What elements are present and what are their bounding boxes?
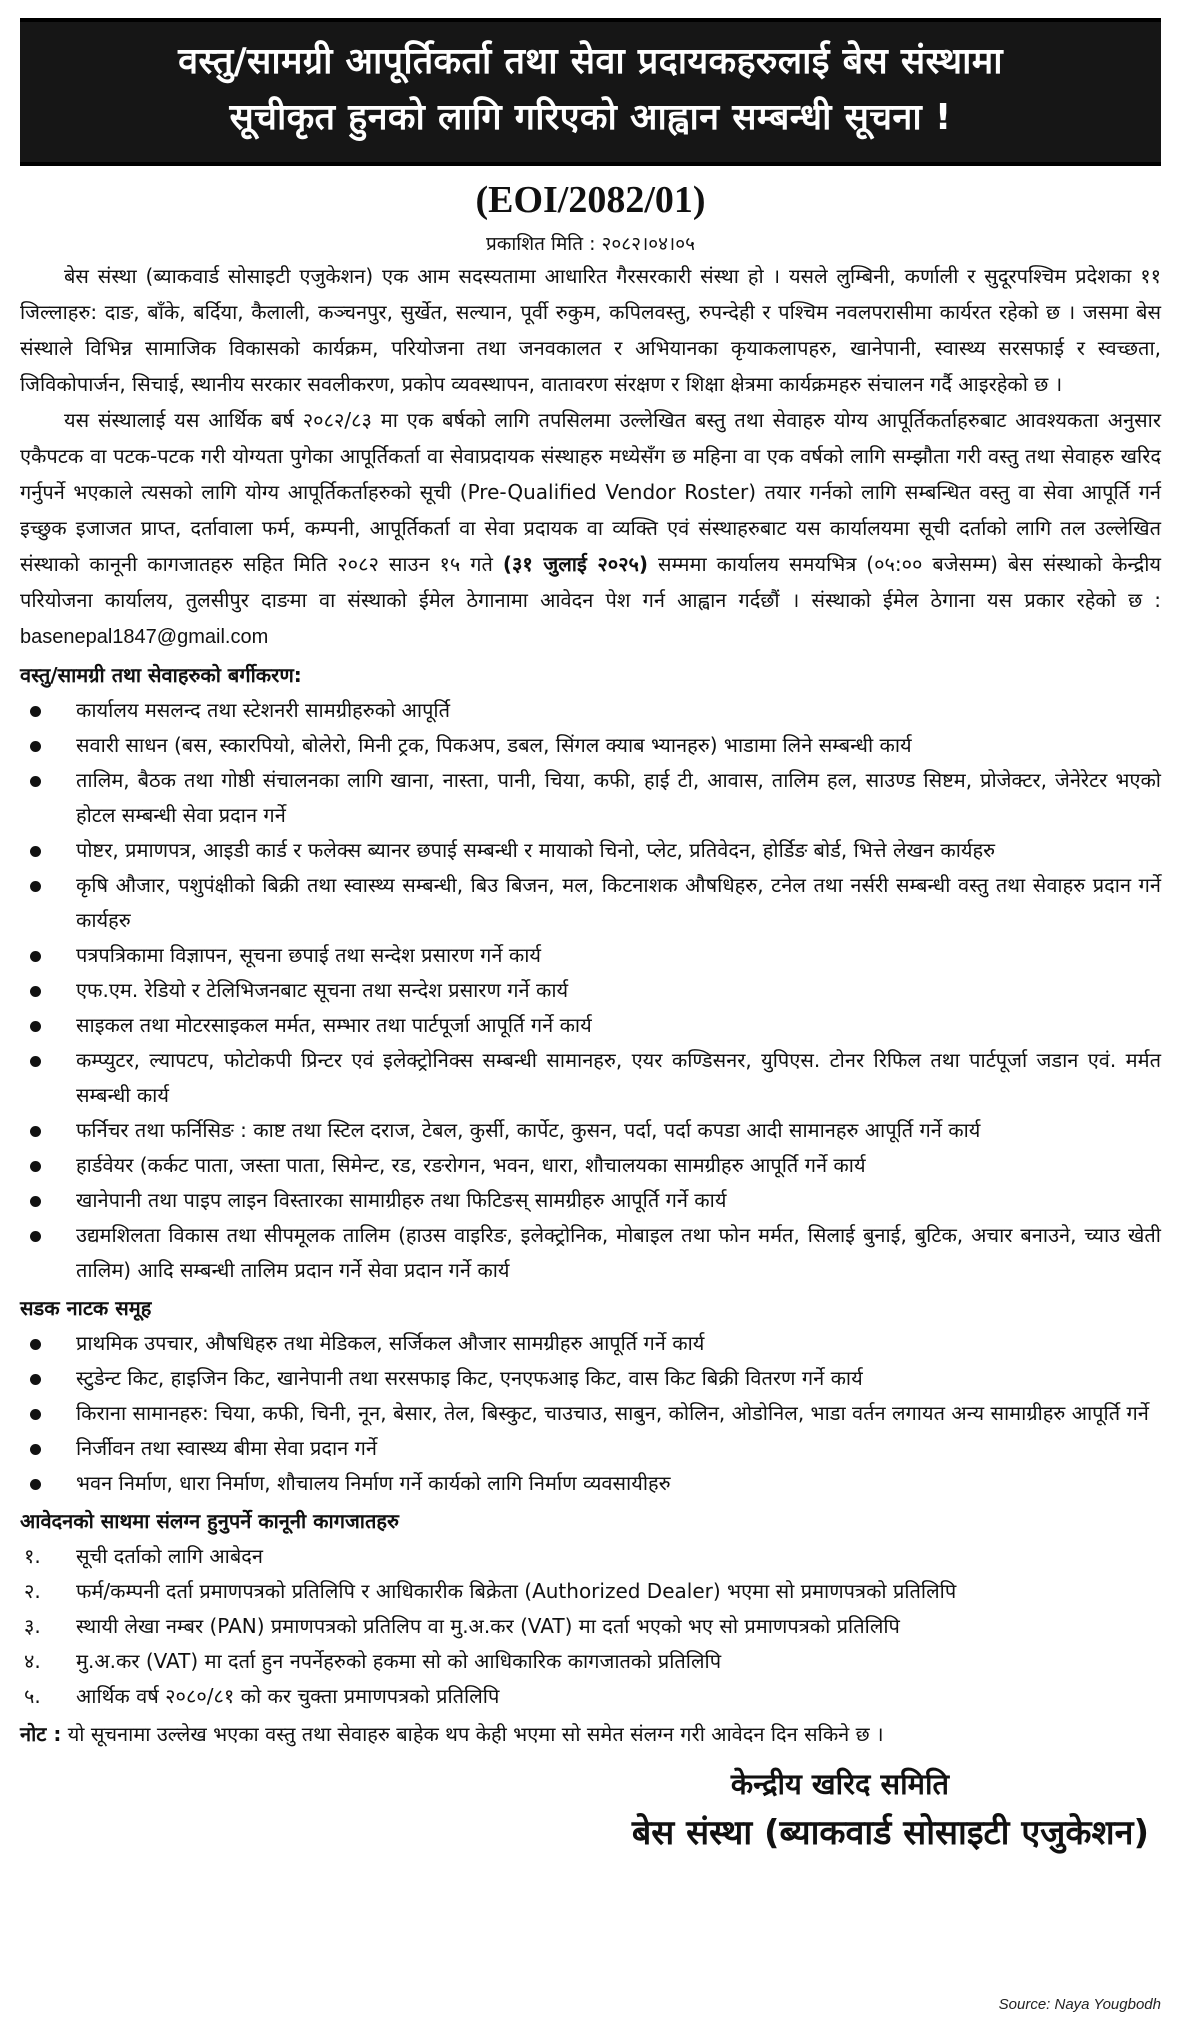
- street-drama-list: [20, 1326, 1161, 1501]
- street-drama-item: [20, 1396, 1161, 1431]
- notice-page: [20, 18, 1161, 2013]
- classification-item-text: पोष्टर, प्रमाणपत्र, आइडी कार्ड र फलेक्स ब्यानर छपाई सम्बन्धी र मायाको चिनो, प्लेट, प्रतिवेदन, होर्डिङ बोर्ड, भित्ते लेखन कार्यहरु: [76, 838, 996, 862]
- classification-item: [20, 728, 1161, 763]
- documents-list: [20, 1539, 1161, 1714]
- published-date-line: [20, 230, 1161, 258]
- notice-title-line-2: सूचीकृत हुनको लागि गरिएको आह्वान सम्बन्धी सूचना !: [229, 97, 952, 138]
- classification-item-text: एफ.एम. रेडियो र टेलिभिजनबाट सूचना तथा सन्देश प्रसारण गर्ने कार्य: [76, 978, 569, 1002]
- classification-item: [20, 693, 1161, 728]
- street-drama-item-text: भवन निर्माण, धारा निर्माण, शौचालय निर्माण गर्ने कार्यको लागि निर्माण व्यवसायीहरु: [76, 1471, 671, 1495]
- main-paragraph-part-1: यस संस्थालाई यस आर्थिक बर्ष २०८२/८३ मा एक बर्षको लागि तपसिलमा उल्लेखित बस्तु तथा सेवाहरु योग्य आपूर्तिकर्ताहरुबाट आवश्यकता अनुसार एकैपटक वा पटक-पटक गरी योग्यता पुगेका आपूर्तिकर्ता वा सेवाप्रदायक संस्थाहरु मध्येसँग छ महिना वा एक वर्षको लागि सम्झौता गरी वस्तु तथा सेवाहरु खरिद गर्नुपर्ने भएकाले त्यसको लागि योग्य आपूर्तिकर्ताहरुको सूची (Pre-Qualified Vendor Roster) तयार गर्नको लागि सम्बन्धित वस्तु वा सेवा आपूर्ति गर्न इच्छुक इजाजत प्राप्त, दर्तावाला फर्म, कम्पनी, आपूर्तिकर्ता वा सेवा प्रदायक वा व्यक्ति एवं संस्थाहरुबाट यस कार्यालयमा सूची दर्ताको लागि तल उल्लेखित संस्थाको कानूनी कागजातहरु सहित मिति २०८२ साउन १५ गते: [20, 408, 1161, 576]
- classification-item: [20, 833, 1161, 868]
- street-drama-item-text: स्टुडेन्ट किट, हाइजिन किट, खानेपानी तथा सरसफाइ किट, एनएफआइ किट, वास किट बिक्री वितरण गर्ने कार्य: [76, 1366, 863, 1390]
- bullet-icon: [30, 1196, 41, 1207]
- deadline-date: (३१ जुलाई २०२५): [502, 552, 649, 576]
- bullet-icon: [30, 706, 41, 717]
- classification-item-text: कम्प्युटर, ल्यापटप, फोटोकपी प्रिन्टर एवं इलेक्ट्रोनिक्स सम्बन्धी सामानहरु, एयर कण्डिसनर, युपिएस. टोनर रिफिल तथा पार्टपूर्जा जडान एवं. मर्मत सम्बन्धी कार्य: [76, 1048, 1161, 1107]
- bullet-icon: [30, 1056, 41, 1067]
- bullet-icon: [30, 1444, 41, 1455]
- classification-item: [20, 1008, 1161, 1043]
- notice-title-band: [20, 18, 1161, 166]
- bullet-icon: [30, 846, 41, 857]
- intro-paragraph: बेस संस्था (ब्याकवार्ड सोसाइटी एजुकेशन) एक आम सदस्यतामा आधारित गैरसरकारी संस्था हो । यसले लुम्बिनी, कर्णाली र सुदूरपश्चिम प्रदेशका ११ जिल्लाहरु: दाङ, बाँके, बर्दिया, कैलाली, कञ्चनपुर, सुर्खेत, सल्यान, पूर्वी रुकुम, कपिलवस्तु, रुपन्देही र पश्चिम नवलपरासीमा कार्यरत रहेको छ । जसमा बेस संस्थाले विभिन्न सामाजिक विकासको कार्यक्रम, परियोजना तथा जनवकालत र अभियानका कृयाकलापहरु, खानेपानी, स्वास्थ्य सरसफाई र स्वच्छता, जिविकोपार्जन, सिचाई, स्थानीय सरकार सवलीकरण, प्रकोप व्यवस्थापन, वातावरण संरक्षण र शिक्षा क्षेत्रमा कार्यक्रमहरु संचालन गर्दै आइरहेको छ ।: [20, 264, 1161, 396]
- published-date-label: प्रकाशित मिति :: [485, 233, 596, 255]
- signature-block: [20, 1760, 1161, 1858]
- bullet-icon: [30, 1161, 41, 1172]
- street-drama-item-text: निर्जीवन तथा स्वास्थ्य बीमा सेवा प्रदान गर्ने: [76, 1436, 378, 1460]
- bullet-icon: [30, 986, 41, 997]
- classification-item: [20, 1218, 1161, 1288]
- main-paragraph: [20, 402, 1161, 655]
- published-date-value: २०८२।०४।०५: [601, 233, 695, 255]
- document-item-number: ४.: [24, 1649, 41, 1673]
- bullet-icon: [30, 1126, 41, 1137]
- note-label: नोट :: [20, 1722, 62, 1746]
- classification-item: [20, 763, 1161, 833]
- contact-email: basenepal1847@gmail.com: [20, 626, 269, 648]
- document-item: [20, 1539, 1161, 1574]
- street-drama-item-text: प्राथमिक उपचार, औषधिहरु तथा मेडिकल, सर्जिकल औजार सामग्रीहरु आपूर्ति गर्ने कार्य: [76, 1331, 705, 1355]
- street-drama-item: [20, 1361, 1161, 1396]
- classification-item-text: सवारी साधन (बस, स्कारपियो, बोलेरो, मिनी ट्रक, पिकअप, डबल, सिंगल क्याब भ्यानहरु) भाडामा लिने सम्बन्धी कार्य: [76, 733, 912, 757]
- document-item-number: ५.: [24, 1684, 41, 1708]
- note: [20, 1716, 1161, 1752]
- documents-heading: आवेदनको साथमा संलग्न हुनुपर्ने कानूनी कागजातहरु: [20, 1509, 399, 1533]
- street-drama-item-text: किराना सामानहरु: चिया, कफी, चिनी, नून, बेसार, तेल, बिस्कुट, चाउचाउ, साबुन, कोलिन, ओडोनिल, भाडा वर्तन लगायत अन्य सामाग्रीहरु आपूर्ति गर्ने: [76, 1401, 1149, 1425]
- document-item: [20, 1609, 1161, 1644]
- classification-item: [20, 1043, 1161, 1113]
- document-item: [20, 1679, 1161, 1714]
- document-item-number: २.: [24, 1579, 41, 1603]
- document-item: [20, 1574, 1161, 1609]
- note-text: यो सूचनामा उल्लेख भएका वस्तु तथा सेवाहरु बाहेक थप केही भएमा सो समेत संलग्न गरी आवेदन दिन सकिने छ ।: [67, 1722, 884, 1746]
- bullet-icon: [30, 951, 41, 962]
- source-credit: Source: Naya Yougbodh: [998, 1996, 1161, 2013]
- signature-organization: बेस संस्था (ब्याकवार्ड सोसाइटी एजुकेशन): [631, 1813, 1149, 1853]
- classification-list: [20, 693, 1161, 1288]
- classification-item: [20, 1183, 1161, 1218]
- classification-item-text: कार्यालय मसलन्द तथा स्टेशनरी सामग्रीहरुको आपूर्ति: [76, 698, 451, 722]
- classification-item: [20, 868, 1161, 938]
- classification-item: [20, 1113, 1161, 1148]
- document-item-text: स्थायी लेखा नम्बर (PAN) प्रमाणपत्रको प्रतिलिप वा मु.अ.कर (VAT) मा दर्ता भएको भए सो प्रमाणपत्रको प्रतिलिपि: [76, 1614, 900, 1638]
- bullet-icon: [30, 1374, 41, 1385]
- classification-item-text: तालिम, बैठक तथा गोष्ठी संचालनका लागि खाना, नास्ता, पानी, चिया, कफी, हाई टी, आवास, तालिम हल, साउण्ड सिष्टम, प्रोजेक्टर, जेनेरेटर भएको होटल सम्बन्धी सेवा प्रदान गर्ने: [76, 768, 1161, 827]
- bullet-icon: [30, 1231, 41, 1242]
- document-item: [20, 1644, 1161, 1679]
- classification-item-text: खानेपानी तथा पाइप लाइन विस्तारका सामाग्रीहरु तथा फिटिङस् सामग्रीहरु आपूर्ति गर्ने कार्य: [76, 1188, 727, 1212]
- classification-item-text: कृषि औजार, पशुपंक्षीको बिक्री तथा स्वास्थ्य सम्बन्धी, बिउ बिजन, मल, किटनाशक औषधिहरु, टनेल तथा नर्सरी सम्बन्धी वस्तु तथा सेवाहरु प्रदान गर्ने कार्यहरु: [76, 873, 1161, 932]
- classification-item-text: साइकल तथा मोटरसाइकल मर्मत, सम्भार तथा पार्टपूर्जा आपूर्ति गर्ने कार्य: [76, 1013, 592, 1037]
- bullet-icon: [30, 881, 41, 892]
- street-drama-item: [20, 1431, 1161, 1466]
- classification-item: [20, 973, 1161, 1008]
- document-item-number: १.: [24, 1544, 41, 1568]
- street-drama-item: [20, 1326, 1161, 1361]
- notice-title-line-1: वस्तु/सामग्री आपूर्तिकर्ता तथा सेवा प्रदायकहरुलाई बेस संस्थामा: [178, 41, 1003, 82]
- street-drama-heading: सडक नाटक समूह: [20, 1296, 152, 1320]
- document-item-text: फर्म/कम्पनी दर्ता प्रमाणपत्रको प्रतिलिपि र आधिकारीक बिक्रेता (Authorized Dealer) भएमा सो प्रमाणपत्रको प्रतिलिपि: [76, 1579, 957, 1603]
- street-drama-item: [20, 1466, 1161, 1501]
- main-paragraph-part-2: सम्ममा कार्यालय समयभित्र (०५:०० बजेसम्म) बेस संस्थाको केन्द्रीय परियोजना कार्यालय, तुलसीपुर दाङमा वा संस्थाको ईमेल ठेगानामा आवेदन पेश गर्न आह्वान गर्दछौं । संस्थाको ईमेल ठेगाना यस प्रकार रहेको छ :: [20, 552, 1162, 612]
- bullet-icon: [30, 1339, 41, 1350]
- document-item-text: आर्थिक वर्ष २०८०/८१ को कर चुक्ता प्रमाणपत्रको प्रतिलिपि: [76, 1684, 500, 1708]
- classification-heading: वस्तु/सामग्री तथा सेवाहरुको बर्गीकरण:: [20, 663, 302, 687]
- classification-item-text: हार्डवेयर (कर्कट पाता, जस्ता पाता, सिमेन्ट, रड, रङरोगन, भवन, धारा, शौचालयका सामग्रीहरु आपूर्ति गर्ने कार्य: [76, 1153, 866, 1177]
- bullet-icon: [30, 1021, 41, 1032]
- document-item-text: सूची दर्ताको लागि आबेदन: [76, 1544, 263, 1568]
- bullet-icon: [30, 776, 41, 787]
- classification-item: [20, 938, 1161, 973]
- classification-item-text: फर्निचर तथा फर्निसिङ : काष्ट तथा स्टिल दराज, टेबल, कुर्सी, कार्पेट, कुसन, पर्दा, पर्दा कपडा आदी सामानहरु आपूर्ति गर्ने कार्य: [76, 1118, 981, 1142]
- document-item-number: ३.: [24, 1614, 41, 1638]
- bullet-icon: [30, 1409, 41, 1420]
- classification-item-text: पत्रपत्रिकामा विज्ञापन, सूचना छपाई तथा सन्देश प्रसारण गर्ने कार्य: [76, 943, 542, 967]
- bullet-icon: [30, 741, 41, 752]
- bullet-icon: [30, 1479, 41, 1490]
- eoi-reference: (EOI/2082/01): [475, 179, 706, 221]
- signature-committee: केन्द्रीय खरिद समिति: [730, 1767, 949, 1801]
- classification-item-text: उद्यमशिलता विकास तथा सीपमूलक तालिम (हाउस वाइरिङ, इलेक्ट्रोनिक, मोबाइल तथा फोन मर्मत, सिलाई बुनाई, बुटिक, अचार बनाउने, च्याउ खेती तालिम) आदि सम्बन्धी तालिम प्रदान गर्ने सेवा प्रदान गर्ने कार्य: [76, 1223, 1161, 1282]
- document-item-text: मु.अ.कर (VAT) मा दर्ता हुन नपर्नेहरुको हकमा सो को आधिकारिक कागजातको प्रतिलिपि: [76, 1649, 722, 1673]
- classification-item: [20, 1148, 1161, 1183]
